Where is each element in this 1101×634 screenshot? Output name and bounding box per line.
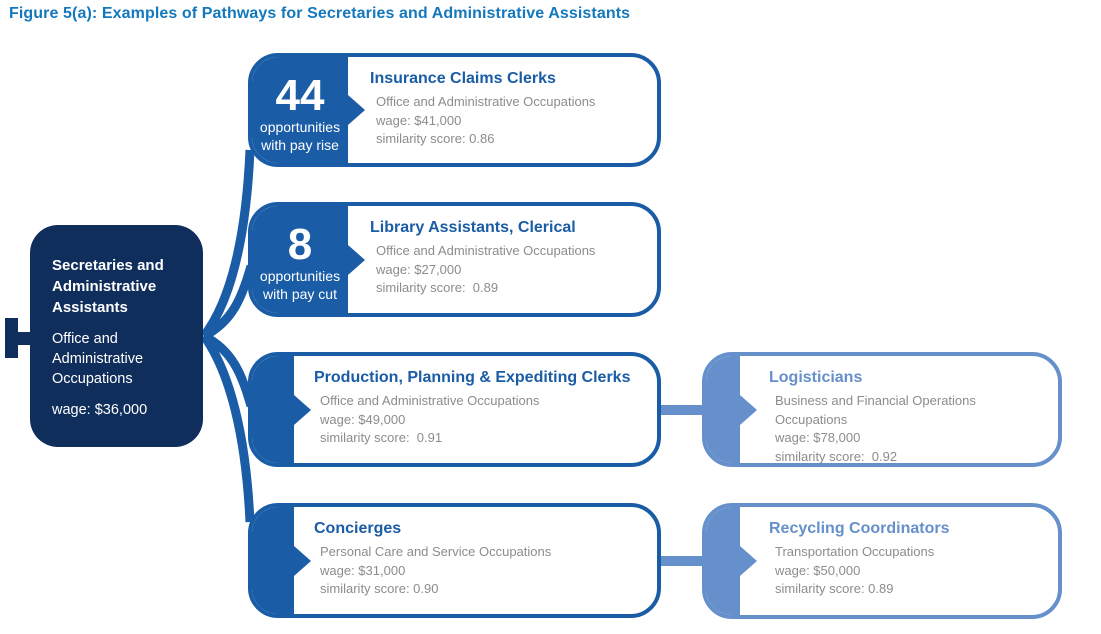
arrow-right-icon [740, 546, 757, 576]
card-content [314, 368, 644, 448]
occupation-title: Library Assistants, Clerical [370, 219, 576, 236]
opportunity-count-panel [252, 206, 348, 313]
branch-card-library-assistants [248, 202, 661, 317]
card-content [769, 519, 1027, 599]
connector-panel [706, 507, 740, 615]
arrow-right-icon [348, 245, 365, 275]
secondary-card-recycling-coordinators [702, 503, 1062, 619]
root-left-stub-vertical [5, 318, 18, 358]
wage-line: wage: $49,000 [320, 411, 406, 427]
similarity-line: similarity score: 0.89 [775, 581, 894, 596]
opportunity-count: 8 [287, 220, 313, 269]
occupation-group: Business and Financial Operations Occupations [775, 393, 980, 427]
occupation-group: Personal Care and Service Occupations [320, 544, 552, 559]
root-node-wage: wage: $36,000 [52, 402, 148, 418]
occupation-group: Transportation Occupations [775, 544, 935, 559]
opportunity-caption-line1: opportunities [259, 119, 341, 135]
curve-root-to-branch-4 [204, 336, 250, 522]
branch-card-concierges [248, 503, 661, 618]
wage-line: wage: $41,000 [376, 112, 462, 128]
wage-line: wage: $27,000 [376, 261, 462, 277]
card-content [314, 519, 644, 599]
wage-line: wage: $50,000 [775, 562, 861, 578]
similarity-line: similarity score: 0.89 [376, 280, 499, 295]
root-node-secretaries [30, 225, 203, 447]
occupation-title: Insurance Claims Clerks [370, 70, 556, 87]
root-node-occupation: Office and Administrative Occupations [52, 331, 144, 387]
opportunity-count: 44 [275, 71, 325, 120]
curve-root-to-branch-1 [204, 150, 250, 336]
figure-title: Figure 5(a): Examples of Pathways for Secretaries and Administrative Assistants [9, 5, 631, 22]
arrow-right-icon [294, 546, 311, 576]
card-content [370, 218, 640, 298]
arrow-right-icon [294, 395, 311, 425]
wage-line: wage: $78,000 [775, 430, 861, 445]
opportunity-caption-line2: with pay cut [263, 285, 337, 302]
occupation-title: Concierges [314, 520, 402, 537]
occupation-group: Office and Administrative Occupations [320, 393, 540, 408]
similarity-line: similarity score: 0.86 [376, 131, 495, 146]
branch-card-production-planning-clerks [248, 352, 661, 467]
occupation-title: Production, Planning & Expediting Clerks [314, 369, 631, 386]
link-branch3-to-logisticians [655, 405, 707, 415]
occupation-group: Office and Administrative Occupations [376, 94, 596, 109]
secondary-card-logisticians [702, 352, 1062, 467]
branch-card-insurance-claims-clerks [248, 53, 661, 167]
occupation-group: Office and Administrative Occupations [376, 243, 596, 258]
root-node-title: Secretaries and Administrative Assistants [52, 257, 164, 316]
arrow-right-icon [348, 95, 365, 125]
wage-line: wage: $31,000 [320, 562, 406, 578]
occupation-title: Recycling Coordinators [769, 520, 950, 537]
similarity-line: similarity score: 0.92 [775, 448, 898, 464]
occupation-title: Logisticians [769, 369, 863, 386]
arrow-right-icon [740, 395, 757, 425]
connector-panel [252, 356, 294, 463]
similarity-line: similarity score: 0.90 [320, 581, 439, 596]
opportunity-caption-line1: opportunities [259, 268, 341, 284]
opportunity-count-panel [252, 57, 348, 163]
similarity-line: similarity score: 0.91 [320, 430, 443, 445]
link-branch4-to-recycling [655, 556, 707, 566]
card-content [769, 368, 1027, 466]
opportunity-caption-line2: with pay rise [261, 136, 339, 153]
card-content [370, 69, 640, 149]
connector-panel [252, 507, 294, 614]
connector-panel [706, 356, 740, 463]
